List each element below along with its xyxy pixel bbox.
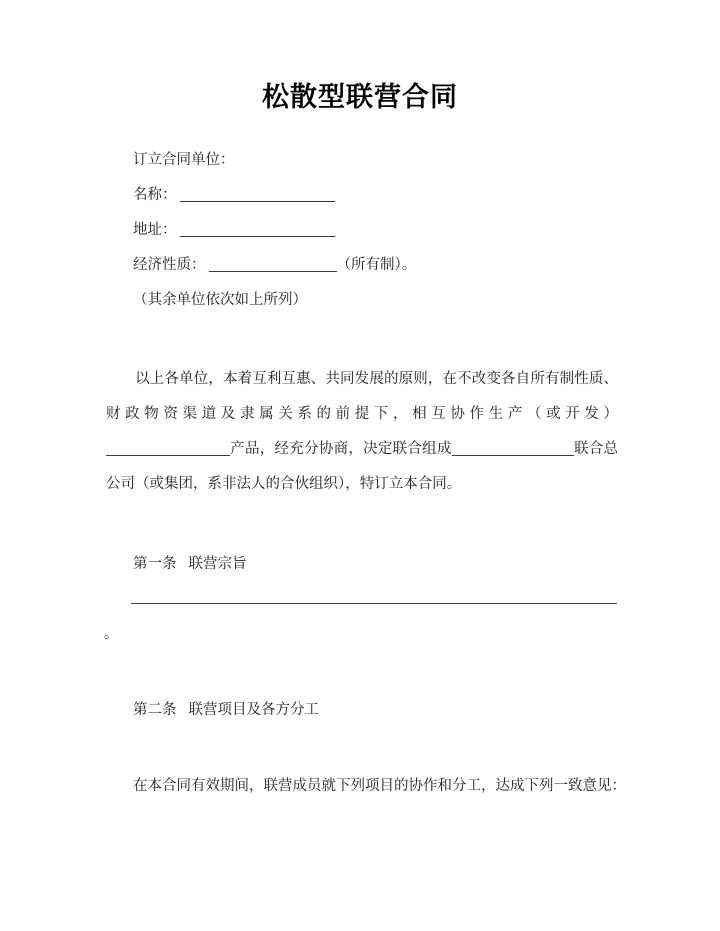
article-1-title: 联营宗旨 bbox=[188, 556, 247, 572]
parties-heading-label: 订立合同单位： bbox=[133, 152, 235, 168]
name-field-input[interactable] bbox=[180, 187, 335, 202]
article-2-body-text: 在本合同有效期间，联营成员就下列项目的协作和分工，达成下列一致意见： bbox=[133, 778, 626, 794]
article-1-number: 第一条 bbox=[133, 556, 177, 572]
article-2-number: 第二条 bbox=[133, 702, 177, 718]
preamble-text-part-2: 产品，经充分协商，决定联合组成 bbox=[230, 441, 452, 457]
product-name-input[interactable] bbox=[106, 441, 230, 456]
name-field-label: 名称： bbox=[133, 187, 177, 203]
article-1-trailing-mark bbox=[104, 624, 119, 644]
company-name-input[interactable] bbox=[452, 441, 574, 456]
parties-note bbox=[106, 283, 618, 318]
field-row-economic-nature bbox=[106, 248, 618, 283]
economic-nature-field-input[interactable] bbox=[209, 257, 337, 272]
address-field-label: 地址： bbox=[133, 222, 177, 238]
parties-heading bbox=[106, 143, 618, 178]
article-2-body bbox=[133, 772, 626, 800]
article-1-heading bbox=[133, 552, 247, 576]
parties-note-label: （其余单位依次如上所列） bbox=[133, 292, 307, 308]
article-1-trailing-mark-label: 。 bbox=[104, 626, 119, 642]
field-row-address bbox=[106, 213, 618, 248]
field-row-name bbox=[106, 178, 618, 213]
preamble-text-part-3: 联合总公司（或集团，系非法人的合伙组织），特订立本合同。 bbox=[106, 441, 619, 492]
contracting-parties-section bbox=[106, 143, 618, 318]
page-title: 松散型联营合同 bbox=[262, 82, 458, 112]
article-2-title: 联营项目及各方分工 bbox=[188, 702, 319, 718]
article-2-heading bbox=[133, 698, 319, 722]
economic-nature-field-suffix: （所有制）。 bbox=[336, 257, 417, 273]
address-field-input[interactable] bbox=[180, 222, 335, 237]
article-1-answer-rule[interactable] bbox=[131, 603, 617, 604]
preamble-text-part-1: 以上各单位，本着互利互惠、共同发展的原则，在不改变各自所有制性质、财政物资渠道及隶属关系的前提下，相互协作生产（或开发） bbox=[106, 371, 618, 422]
preamble-paragraph bbox=[106, 362, 618, 502]
economic-nature-field-label: 经济性质： bbox=[133, 257, 206, 273]
